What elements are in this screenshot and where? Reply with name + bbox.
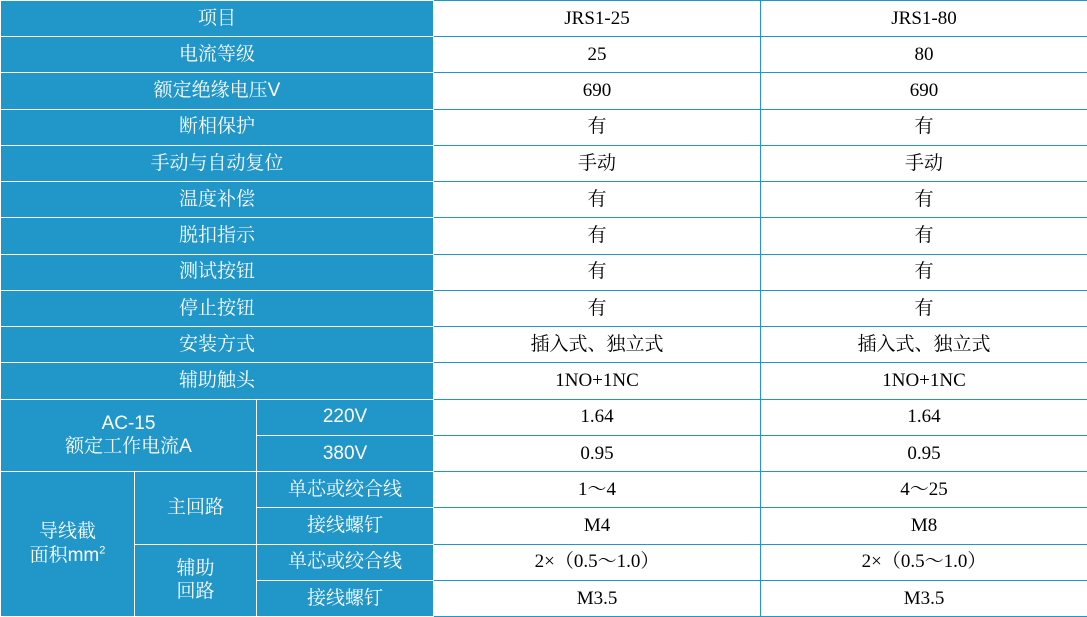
row-value-col2: M3.5 xyxy=(761,580,1087,616)
row-value-col1: 有 xyxy=(434,218,761,254)
row-label: 手动与自动复位 xyxy=(1,145,434,181)
table-row-ac15-220v xyxy=(1,399,1087,435)
row-value-col1: 0.95 xyxy=(434,435,761,471)
wire-label-line2 xyxy=(1,544,134,568)
row-value-col1: 有 xyxy=(434,109,761,145)
wire-label-superscript: 2 xyxy=(99,544,106,557)
row-value-col2: 有 xyxy=(761,218,1087,254)
row-value-col2: 有 xyxy=(761,182,1087,218)
row-value-col1: 手动 xyxy=(434,145,761,181)
table-row xyxy=(1,182,1087,218)
row-value-col2: 1.64 xyxy=(761,399,1087,435)
table-row xyxy=(1,363,1087,399)
wire-group-label xyxy=(1,472,135,617)
header-col-jrs1-80: JRS1-80 xyxy=(761,1,1087,37)
row-value-col2: 1NO+1NC xyxy=(761,363,1087,399)
table-row xyxy=(1,145,1087,181)
row-value-col2: 插入式、独立式 xyxy=(761,327,1087,363)
row-value-col2: 690 xyxy=(761,73,1087,109)
row-value-col1: 2×（0.5～1.0） xyxy=(434,544,761,580)
table-body xyxy=(1,1,1087,617)
aux-label-line2: 回路 xyxy=(176,581,215,603)
row-value-col1: 插入式、独立式 xyxy=(434,327,761,363)
table-row xyxy=(1,254,1087,290)
row-label: 电流等级 xyxy=(1,37,434,73)
row-value-col1: 1～4 xyxy=(434,472,761,508)
row-label: 温度补偿 xyxy=(1,182,434,218)
aux-label-line1: 辅助 xyxy=(176,557,215,579)
ac15-sub-label-220v: 220V xyxy=(257,399,434,435)
ac15-sub-label-380v: 380V xyxy=(257,435,434,471)
row-label: 安装方式 xyxy=(1,327,434,363)
header-item-label: 项目 xyxy=(1,1,434,37)
row-value-col2: 有 xyxy=(761,254,1087,290)
table-row xyxy=(1,37,1087,73)
row-value-col1: 1.64 xyxy=(434,399,761,435)
row-value-col1: 25 xyxy=(434,37,761,73)
row-value-col2: M8 xyxy=(761,508,1087,544)
table-row xyxy=(1,290,1087,326)
row-value-col1: 有 xyxy=(434,182,761,218)
row-value-col1: 有 xyxy=(434,290,761,326)
row-value-col2: 有 xyxy=(761,290,1087,326)
row-value-col2: 有 xyxy=(761,109,1087,145)
table-row-header xyxy=(1,1,1087,37)
ac15-label-line2: 额定工作电流A xyxy=(65,436,192,458)
row-value-col2: 手动 xyxy=(761,145,1087,181)
row-value-col1: 690 xyxy=(434,73,761,109)
row-label: 测试按钮 xyxy=(1,254,434,290)
table-row xyxy=(1,327,1087,363)
wire-sub-label: 接线螺钉 xyxy=(257,508,434,544)
row-label: 断相保护 xyxy=(1,109,434,145)
row-label: 额定绝缘电压V xyxy=(1,73,434,109)
table-row xyxy=(1,109,1087,145)
row-value-col2: 80 xyxy=(761,37,1087,73)
wire-label-line1: 导线截 xyxy=(38,521,96,543)
ac15-group-label xyxy=(1,399,257,471)
table-row xyxy=(1,218,1087,254)
table-row xyxy=(1,73,1087,109)
row-value-col1: M3.5 xyxy=(434,580,761,616)
ac15-label-line1: AC-15 xyxy=(101,412,156,434)
row-value-col1: 有 xyxy=(434,254,761,290)
row-label: 脱扣指示 xyxy=(1,218,434,254)
wire-group-aux-circuit xyxy=(135,544,257,616)
row-label: 停止按钮 xyxy=(1,290,434,326)
wire-sub-label: 接线螺钉 xyxy=(257,580,434,616)
row-value-col2: 2×（0.5～1.0） xyxy=(761,544,1087,580)
table-row-aux-circuit-wire xyxy=(1,544,1087,580)
wire-label-line2-text: 面积mm xyxy=(29,545,100,567)
table-row-main-circuit-wire xyxy=(1,472,1087,508)
row-value-col1: M4 xyxy=(434,508,761,544)
wire-group-main-circuit: 主回路 xyxy=(135,472,257,544)
header-col-jrs1-25: JRS1-25 xyxy=(434,1,761,37)
row-value-col2: 4～25 xyxy=(761,472,1087,508)
wire-sub-label: 单芯或绞合线 xyxy=(257,472,434,508)
row-value-col1: 1NO+1NC xyxy=(434,363,761,399)
row-label: 辅助触头 xyxy=(1,363,434,399)
wire-sub-label: 单芯或绞合线 xyxy=(257,544,434,580)
row-value-col2: 0.95 xyxy=(761,435,1087,471)
